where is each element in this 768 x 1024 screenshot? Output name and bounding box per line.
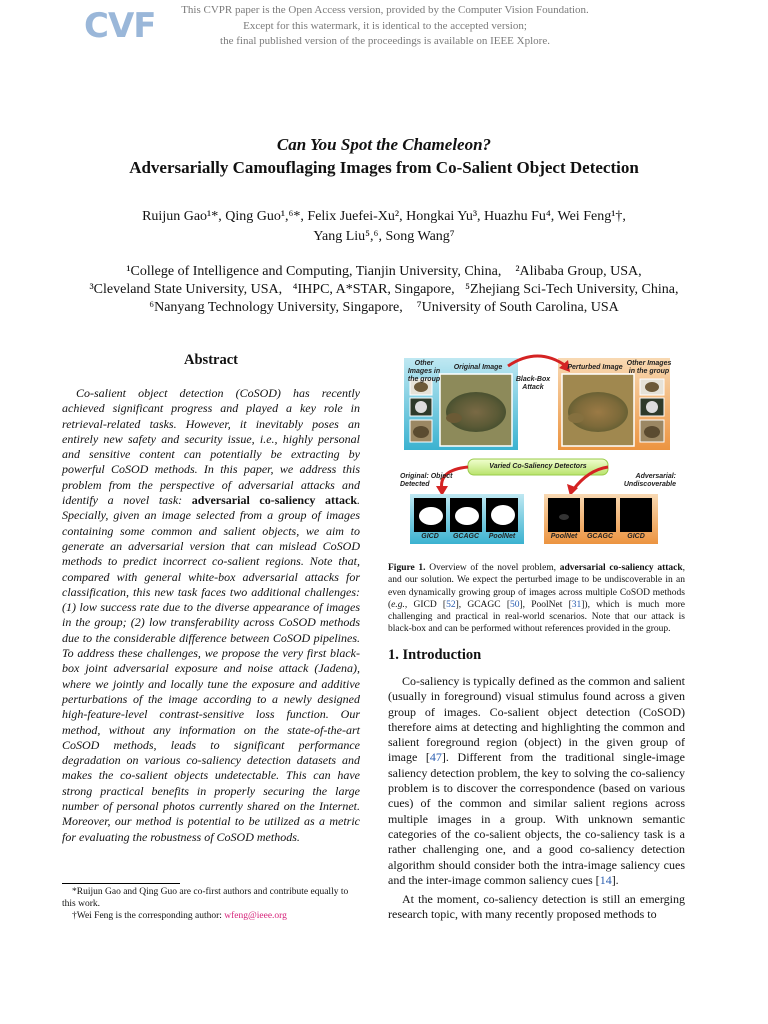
intro-text: Co-saliency is typically defined as the common and salient (usually in foreground) visual stimulus found across a given group of images. Co-salient object detection (CoSOD) therefore aims at detecting and highlighting the common and salient foreground region (object) in the given group of image [ [388,674,685,765]
abstract-bold-term: adversarial co-saliency attack [191,493,358,508]
watermark-notice [150,3,620,50]
group-thumbnail-bird [415,401,427,413]
figure-label: Original Image [453,364,503,371]
caption-text: ], PoolNet [ [519,599,572,610]
figure-label: Original: Object Detected [400,473,453,488]
authors-line2: Yang Liu⁵,⁶, Song Wang⁷ [313,229,455,244]
footnote-cofirst: *Ruijun Gao and Qing Guo are co-first authors and contribute equally to this work. [62,887,349,909]
email-link[interactable]: wfeng@ieee.org [224,911,287,921]
mask-label-gicd: GICD [627,533,645,540]
citation-link[interactable]: 31 [571,599,582,610]
paper-title-line2: Adversarially Camouflaging Images from Co-Salient Object Detection [129,158,639,177]
figure-label: Other Images in the group [626,360,672,375]
caption-text: , and our solution. We expect the perturbed image to be undiscoverable in an even dynamically growing group of images across multiple CoSOD methods ( [388,563,686,610]
affiliation: ⁵Zhejiang Sci-Tech University, China, [465,282,679,297]
caption-text: e.g. [391,599,405,610]
caption-label: Figure 1. [388,563,426,573]
caption-text: , GICD [ [404,599,447,610]
figure-label: Perturbed Image [567,364,623,371]
footnote-corresponding [62,910,362,922]
affiliation: ¹College of Intelligence and Computing, Tianjin University, China, [126,264,502,279]
saliency-mask-undetected [620,498,652,532]
watermark-line: Except for this watermark, it is identical to the accepted version; [243,19,527,32]
group-thumbnail-turtle [413,426,429,438]
caption-text: ], GCAGC [ [455,599,510,610]
figure-label: Black-Box Attack [515,376,551,391]
abstract-text: . Specially, given an image selected from a group of images containing some common and salient objects, we aim to generate an adversarial version that can mislead CoSOD methods to predict incorrect co-salient regions. Note that, compared with general white-box adversarial attacks for classification, this new task faces two additional challenges: (1) low success rate due to the diverse appearance of images in the group; (2) low transferability across CoSOD methods due to the considerable difference between CoSOD pipelines. To address these challenges, we propose the very first black-box joint adversarial exposure and noise attack (Jadena), where we jointly and locally tune the exposure and additive perturbations of the image according to a newly designed high-feature-level contrast-sensitive loss function. Our method, without any information on the state-of-the-art CoSOD methods, leads to significant performance degradation on various co-saliency detection datasets and makes the co-salient objects undetectable. This can have strong practical benefits in properly securing the large number of personal photos currently shared on the Internet. Moreover, our method is potential to be utilized as a metric for evaluating the robustness of CoSOD methods. [62,493,361,844]
group-thumbnail-turtle [645,382,659,392]
mask-blob [419,507,443,525]
mask-label-gcagc: GCAGC [452,533,480,540]
affiliation: ⁷University of South Carolina, USA [416,300,619,315]
intro-text: ]. Different from the traditional single-image saliency detection problem, the key to solving the co-saliency problem is to discover the correspondence (based on various cues) of the common and similar salient regions across multiple images in a group. With unknown semantic categories of the co-salient objects, the co-saliency task is a rather challenging one, and a good co-saliency detection algorithm should consider both the intra-image saliency cues and the inter-image common saliency cues [ [388,750,685,887]
affiliations-line3 [0,299,768,317]
citation-link[interactable]: 52 [446,599,456,610]
mask-label-gcagc: GCAGC [586,533,614,540]
footnote-divider [62,883,180,884]
caption-text: ]), which is much more challenging and practical in real-world scenarios. Note that our attack is black-box and can be performed without references provided in the group. [388,599,686,635]
introduction-heading: 1. Introduction [388,647,482,663]
mask-blob [491,505,515,525]
intro-paragraph-2: At the moment, co-saliency detection is still an emerging research topic, with many recently proposed methods to [388,892,685,922]
original-turtle-head [446,413,462,423]
cvf-logo: CVF [84,6,156,46]
citation-link[interactable]: 47 [429,750,442,765]
intro-text: ]. [611,872,619,887]
intro-paragraph-1 [388,674,685,888]
watermark-line: the final published version of the proceedings is available on IEEE Xplore. [220,35,550,47]
citation-link[interactable]: 50 [509,599,520,610]
affiliations-line2 [0,281,768,299]
affiliation: ⁶Nanyang Technology University, Singapore, [149,300,403,315]
caption-text: Overview of the novel problem, [429,563,557,573]
figure-label: Adversarial: Undiscoverable [623,473,676,488]
figure-1 [398,352,680,552]
mask-label-gicd: GICD [421,533,439,540]
affiliation: ³Cleveland State University, USA, [89,282,283,297]
abstract-body [62,386,360,845]
affiliations-line1 [0,263,768,281]
watermark-line: This CVPR paper is the Open Access version, provided by the Computer Vision Foundation. [181,4,589,16]
footnote-text: †Wei Feng is the corresponding author: [72,911,222,921]
group-thumbnail-turtle [644,426,660,438]
authors-line1: Ruijun Gao¹*, Qing Guo¹,⁶*, Felix Juefei-Xu², Hongkai Yu³, Huazhu Fu⁴, Wei Feng¹†, [142,209,626,224]
figure-label: Other Images in the group [407,360,441,383]
figure-label: Varied Co-Saliency Detectors [489,463,587,470]
mask-blob [455,507,479,525]
abstract-text: Co-salient object detection (CoSOD) has recently achieved significant progress and played a key role in retrieval-related tasks. However, it inevitably poses an entirely new safety and security issue, i.e., highly personal and sensitive content can potentially be extracting by powerful CoSOD methods. In this paper, we address this problem from the perspective of adversarial attacks and identify a novel task: [62,386,360,508]
abstract-heading: Abstract [184,352,238,368]
caption-bold-term: adversarial co-saliency attack [559,563,683,573]
citation-link[interactable]: 14 [599,872,612,887]
figure-caption [388,562,685,636]
mask-label-poolnet: PoolNet [488,533,516,540]
saliency-mask-undetected [584,498,616,532]
mask-blob [559,514,569,520]
affiliation: ²Alibaba Group, USA, [515,264,642,279]
mask-label-poolnet: PoolNet [550,533,578,540]
perturbed-turtle [568,392,628,432]
paper-title-line1: Can You Spot the Chameleon? [276,135,492,154]
affiliation: ⁴IHPC, A*STAR, Singapore, [292,282,455,297]
perturbed-turtle-head [568,413,584,423]
original-turtle [446,392,506,432]
group-thumbnail-bird [646,401,658,413]
